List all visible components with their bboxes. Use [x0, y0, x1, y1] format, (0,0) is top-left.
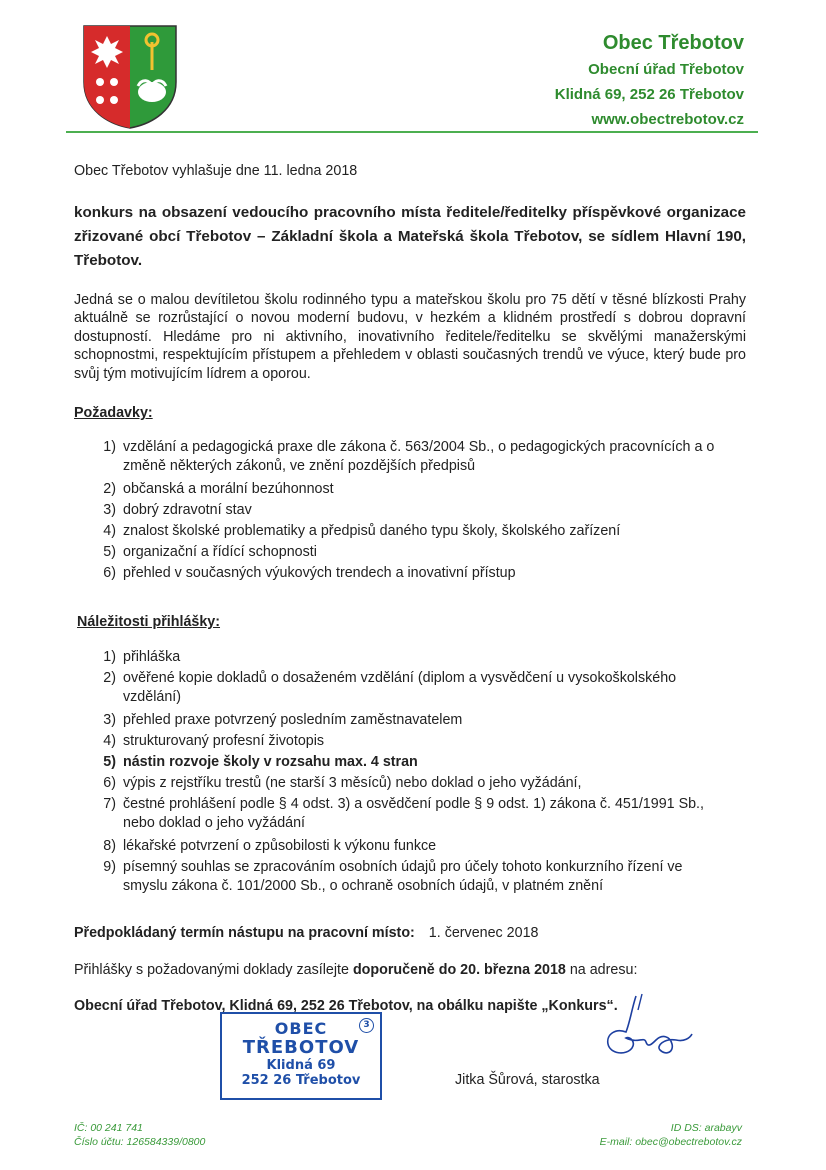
footer-account: Číslo účtu: 126584339/0800: [74, 1136, 206, 1148]
attachments-title: Náležitosti přihlášky:: [77, 614, 221, 630]
list-item-text: výpis z rejstříku trestů (ne starší 3 měsíců) nebo doklad o jeho vyžádání,: [123, 775, 582, 791]
signatory-name: Jitka Šůrová, starostka: [455, 1072, 600, 1088]
list-item-number: 7): [103, 796, 116, 812]
submission-address: Obecní úřad Třebotov, Klidná 69, 252 26 Třebotov, na obálku napište „Konkurs“.: [74, 998, 618, 1014]
list-item-text: písemný souhlas se zpracováním osobních údajů pro účely tohoto konkurzního řízení ve smyslu zákona č. 101/2000 Sb., o ochraně osobních údajů, v platném znění: [123, 859, 683, 894]
office-address: Klidná 69, 252 26 Třebotov: [554, 86, 744, 103]
list-item-number: 2): [103, 481, 116, 497]
municipality-name: Obec Třebotov: [602, 32, 744, 54]
footer-left: [74, 1121, 205, 1149]
list-item-text: nástin rozvoje školy v rozsahu max. 4 stran: [123, 754, 418, 770]
website-link[interactable]: www.obectrebotov.cz: [591, 111, 744, 128]
municipal-crest-icon: [80, 22, 180, 130]
list-item-text: čestné prohlášení podle § 4 odst. 3) a osvědčení podle § 9 odst. 1) zákona č. 451/1991 Sb., nebo doklad o jeho vyžádání: [123, 796, 705, 831]
requirements-title: Požadavky:: [74, 405, 153, 421]
list-item-text: dobrý zdravotní stav: [123, 502, 252, 518]
list-item-number: 5): [103, 754, 116, 770]
stamp-line-4: 252 26 Třebotov: [241, 1073, 361, 1088]
list-item-text: znalost školské problematiky a předpisů daného typu školy, školského zařízení: [123, 523, 621, 539]
footer-email[interactable]: E-mail: obec@obectrebotov.cz: [599, 1136, 742, 1148]
stamp-line-2: TŘEBOTOV: [242, 1037, 360, 1058]
announcement-headline: konkurs na obsazení vedoucího pracovního místa ředitele/ředitelky příspěvkové organizace zřizované obcí Třebotov – Základní škola a Mateřská škola Třebotov, se sídlem Hlavní 190, Třebotov.: [74, 204, 746, 269]
list-item-text: vzdělání a pedagogická praxe dle zákona č. 563/2004 Sb., o pedagogických pracovnících a o změně některých zákonů, ve znění pozdějších předpisů: [123, 439, 715, 474]
letterhead: [555, 30, 744, 131]
stamp-line-3: Klidná 69: [266, 1058, 336, 1073]
submit-prefix: Přihlášky s požadovanými doklady zasílejte: [74, 962, 349, 978]
list-item-text: ověřené kopie dokladů o dosaženém vzdělání (diplom a vysvědčení u vysokoškolského vzdělání): [123, 670, 677, 705]
submit-deadline: doporučeně do 20. března 2018: [352, 962, 566, 978]
list-item-number: 3): [103, 502, 116, 518]
list-item-text: občanská a morální bezúhonnost: [123, 481, 334, 497]
list-item-number: 4): [103, 523, 116, 539]
start-date-value: 1. červenec 2018: [428, 925, 539, 941]
list-item-number: 1): [103, 439, 116, 455]
list-item-number: 5): [103, 544, 116, 560]
office-name: Obecní úřad Třebotov: [588, 61, 744, 78]
start-date-line: [74, 924, 538, 943]
handwritten-signature: [586, 992, 698, 1068]
footer-ic: IČ: 00 241 741: [74, 1122, 143, 1134]
stamp-number: 3: [359, 1018, 374, 1033]
stamp-line-1: OBEC: [274, 1019, 328, 1038]
footer-data-box: ID DS: arabayv: [670, 1122, 742, 1134]
footer-right: [600, 1121, 742, 1149]
list-item-text: přihláška: [123, 649, 181, 665]
list-item-number: 6): [103, 565, 116, 581]
submit-suffix: na adresu:: [569, 962, 638, 978]
list-item-text: přehled praxe potvrzený posledním zaměstnavatelem: [123, 712, 463, 728]
description-paragraph: Jedná se o malou devítiletou školu rodinného typu a mateřskou školu pro 75 dětí v těsné blízkosti Prahy aktuálně se rozrůstající o novou moderní budovu, v hezkém a klidném prostředí s dobrou dopravní dostupností. Hledáme pro ni aktivního, inovativního ředitele/ředitelku se skvělými manažerskými schopnostmi, respektujícím přístupem a přehledem v oblasti současných trendů ve výuce, který bude pro svůj tým motivujícím lídrem a oporou.: [74, 292, 746, 382]
official-stamp: [220, 1012, 382, 1100]
list-item-number: 6): [103, 775, 116, 791]
list-item-number: 1): [103, 649, 116, 665]
list-item-number: 2): [103, 670, 116, 686]
intro-text: Obec Třebotov vyhlašuje dne 11. ledna 2018: [74, 163, 358, 179]
start-date-label: Předpokládaný termín nástupu na pracovní místo:: [74, 925, 415, 941]
submit-instructions: [74, 961, 637, 980]
list-item-number: 4): [103, 733, 116, 749]
list-item-text: organizační a řídící schopnosti: [123, 544, 317, 560]
list-item-text: strukturovaný profesní životopis: [123, 733, 325, 749]
list-item-text: přehled v současných výukových trendech a inovativní přístup: [123, 565, 516, 581]
list-item-number: 9): [103, 859, 116, 875]
list-item-number: 8): [103, 838, 116, 854]
list-item-text: lékařské potvrzení o způsobilosti k výkonu funkce: [123, 838, 437, 854]
list-item-number: 3): [103, 712, 116, 728]
header-divider: [66, 131, 758, 133]
